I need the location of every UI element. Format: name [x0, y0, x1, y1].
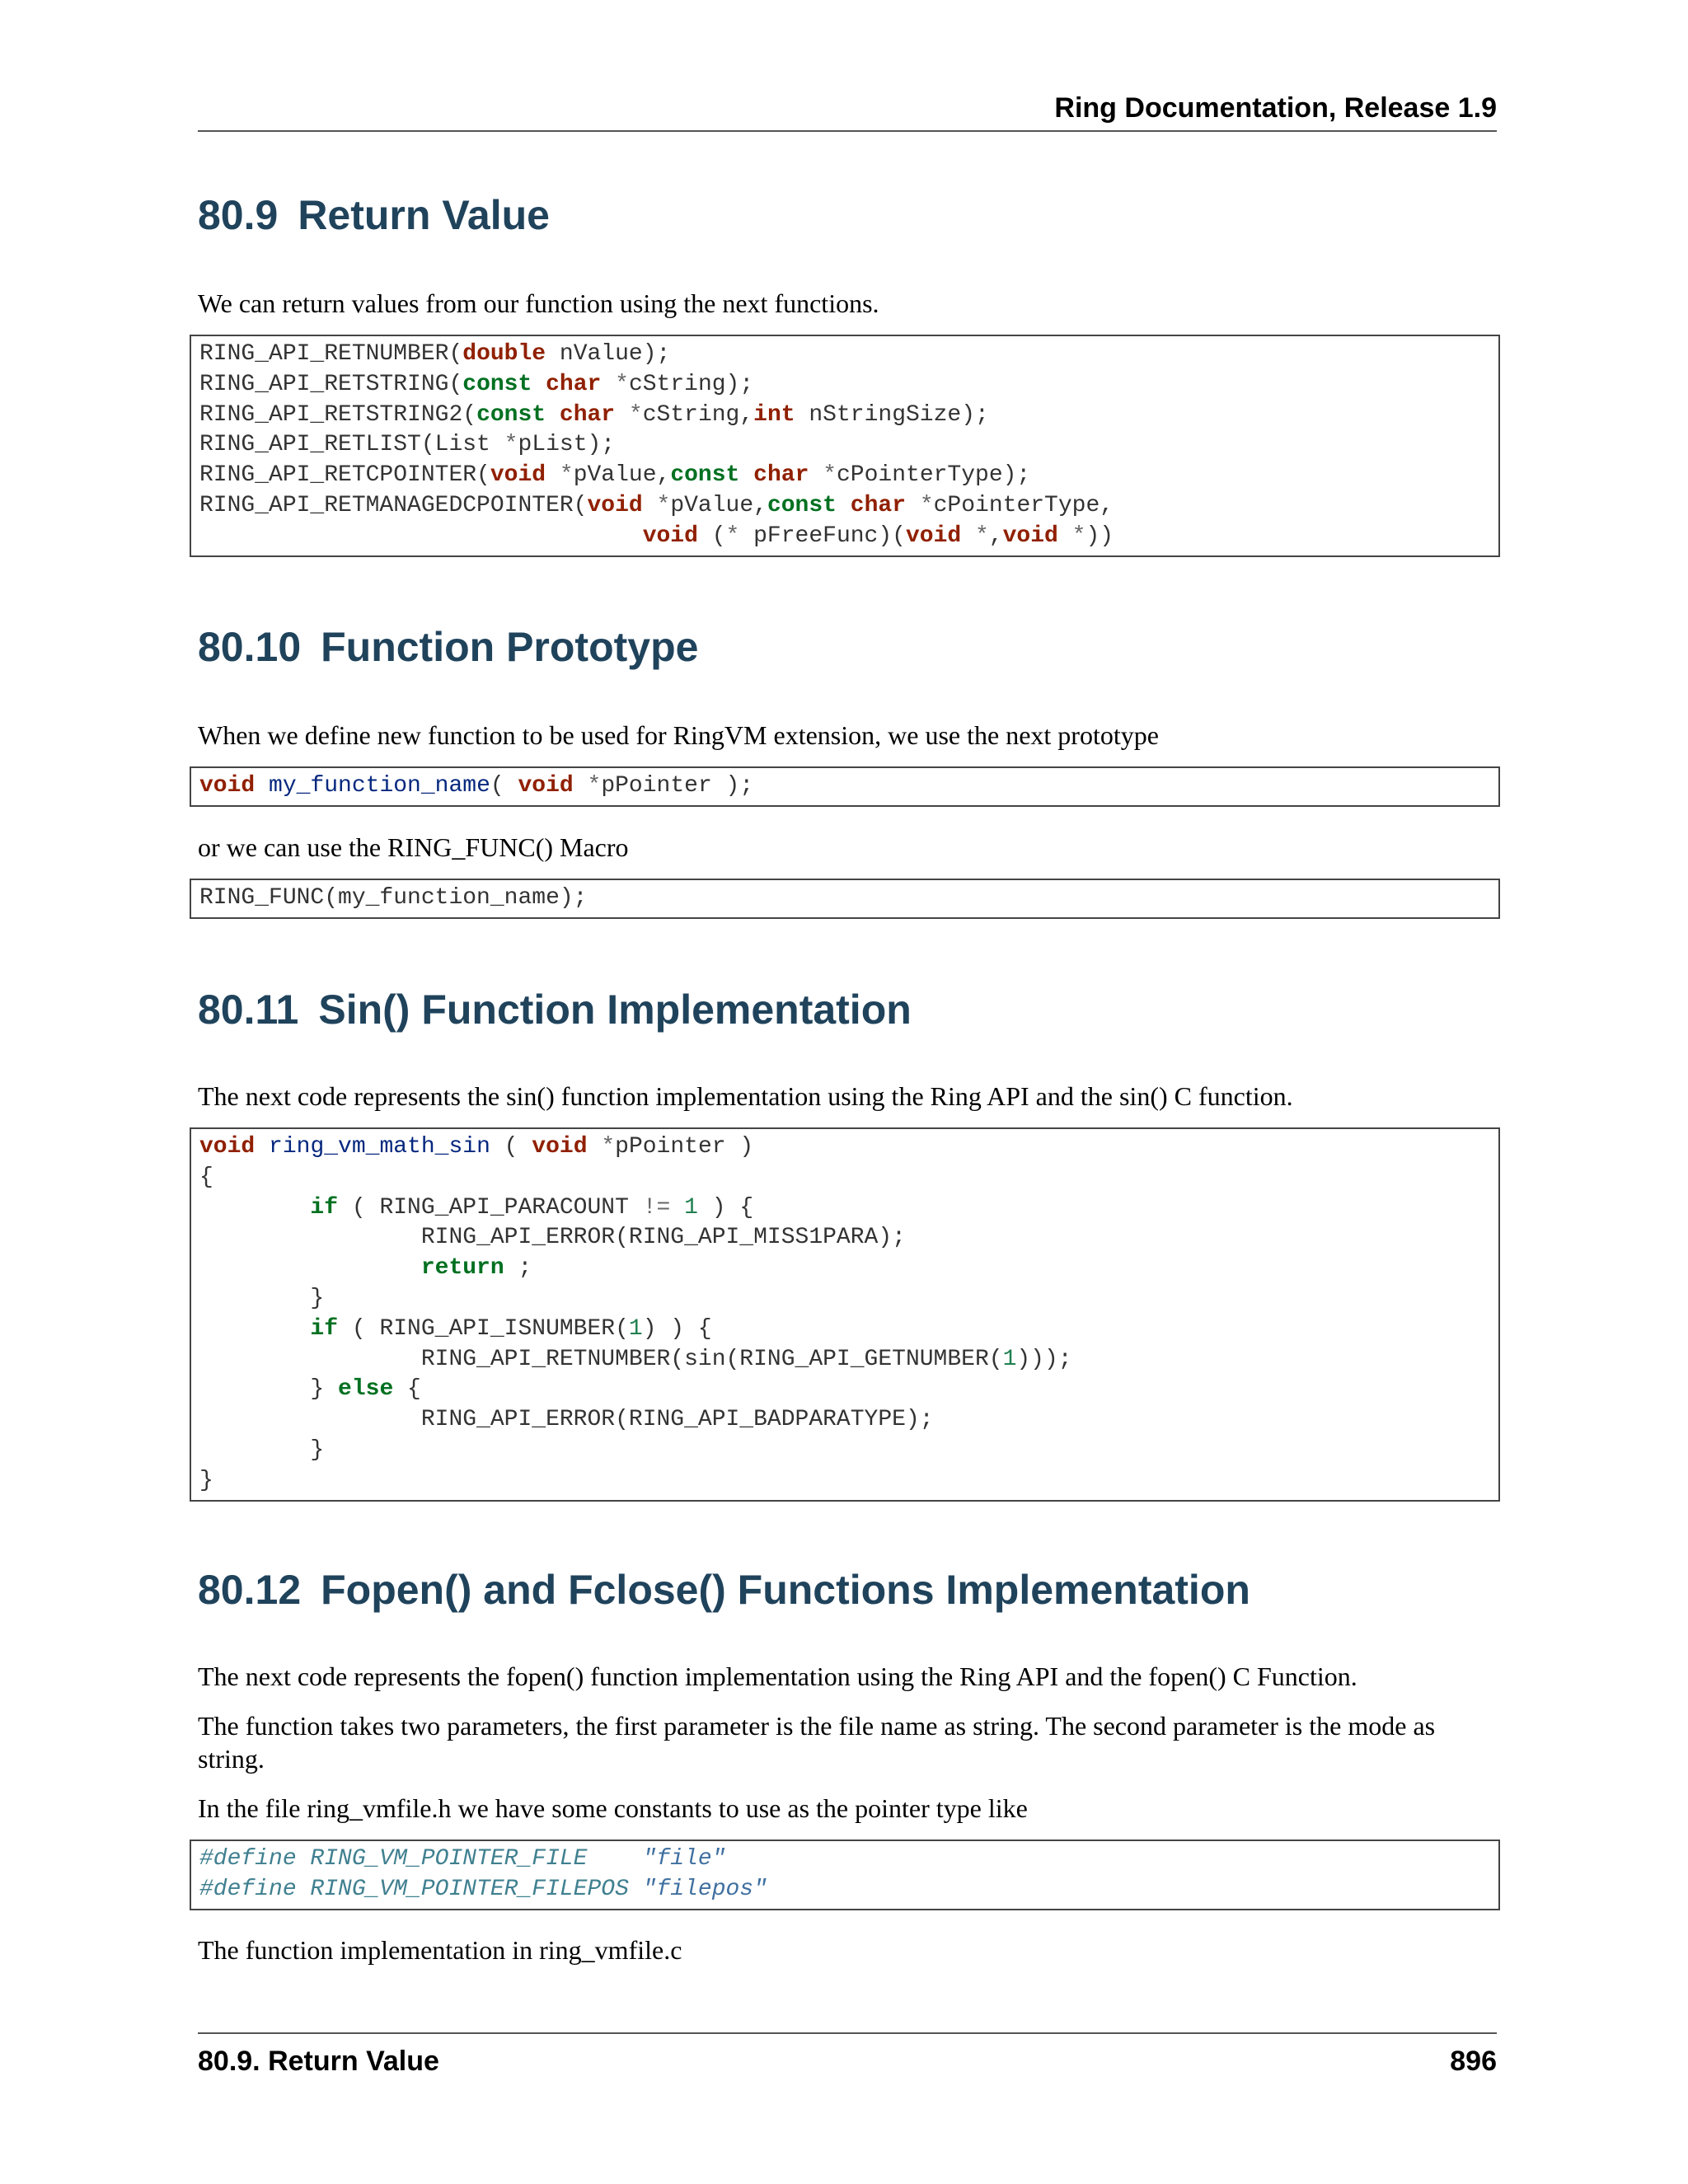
- keyword: if: [310, 1315, 339, 1342]
- operator: *: [615, 371, 629, 397]
- type-keyword: void: [490, 462, 546, 489]
- paragraph: The function implementation in ring_vmfile.c: [198, 1935, 682, 1965]
- code-text: [574, 773, 588, 799]
- code-line: [199, 493, 1114, 518]
- keyword: const: [670, 462, 740, 489]
- code-text: ( RING_API_ISNUMBER(: [338, 1315, 629, 1342]
- paragraph: We can return values from our function using the next functions.: [198, 288, 879, 318]
- code-text: RING_API_RETMANAGEDCPOINTER(: [199, 492, 588, 518]
- code-line: [199, 1134, 753, 1160]
- code-text: pValue,: [670, 492, 767, 518]
- code-text: [643, 493, 657, 518]
- section-number: 80.9: [198, 192, 279, 238]
- code-line: [199, 1165, 213, 1190]
- code-line: [199, 1225, 906, 1250]
- operator: *: [504, 432, 518, 458]
- code-text: [199, 1316, 310, 1342]
- code-text: nStringSize);: [795, 401, 989, 428]
- code-text: [532, 372, 546, 397]
- code-text: pValue,: [573, 462, 671, 489]
- section-title: Fopen() and Fclose() Functions Implementation: [321, 1567, 1250, 1613]
- preprocessor-directive: #define RING_VM_POINTER_FILE: [199, 1846, 643, 1872]
- code-text: RING_API_RETNUMBER(: [199, 341, 463, 367]
- code-line: [199, 773, 753, 799]
- type-keyword: char: [753, 462, 809, 489]
- code-text: nValue);: [546, 341, 671, 367]
- code-text: (: [697, 523, 726, 549]
- keyword: const: [462, 371, 532, 397]
- page-number: 896: [1450, 2046, 1497, 2077]
- code-text: ) {: [697, 1194, 754, 1221]
- code-block-ring-func-macro: [190, 879, 1500, 919]
- code-text: [809, 462, 823, 488]
- keyword: const: [476, 401, 546, 428]
- keyword: if: [310, 1194, 339, 1221]
- code-text: }: [199, 1467, 213, 1493]
- type-keyword: int: [753, 401, 795, 428]
- operator: *: [559, 462, 574, 489]
- code-text: cPointerType,: [933, 492, 1114, 518]
- number-literal: 1: [628, 1315, 643, 1342]
- type-keyword: char: [546, 371, 602, 397]
- number-literal: 1: [684, 1194, 698, 1221]
- code-line: [199, 1347, 1072, 1372]
- code-text: RING_API_RETLIST(List: [199, 432, 504, 458]
- code-text: [199, 523, 643, 549]
- paragraph: When we define new function to be used for RingVM extension, we use the next prototype: [198, 720, 1159, 750]
- code-text: RING_FUNC(my_function_name);: [199, 885, 588, 911]
- code-text: (: [490, 1134, 532, 1160]
- code-text: [199, 1195, 310, 1221]
- code-text: RING_API_RETSTRING(: [199, 371, 463, 397]
- section-number: 80.10: [198, 624, 302, 670]
- operator: *: [656, 492, 671, 518]
- code-text: [837, 493, 851, 518]
- paragraph: The next code represents the fopen() function implementation using the Ring API and the fopen() C Function.: [198, 1661, 1357, 1691]
- operator: *: [975, 523, 989, 549]
- code-text: RING_API_RETSTRING2(: [199, 401, 477, 428]
- code-text: [199, 1255, 421, 1281]
- type-keyword: void: [587, 492, 643, 518]
- section-title: Function Prototype: [321, 624, 699, 670]
- code-text: {: [199, 1164, 213, 1190]
- string-literal: "filepos": [642, 1876, 767, 1902]
- code-text: {: [393, 1376, 421, 1403]
- code-line: [199, 1286, 324, 1311]
- code-line: [199, 372, 753, 397]
- code-text: cPointerType);: [837, 462, 1031, 489]
- operator: *: [823, 462, 837, 489]
- code-text: [255, 773, 269, 799]
- operator: !=: [642, 1194, 671, 1221]
- footer-section-title: 80.9. Return Value: [198, 2046, 439, 2077]
- type-keyword: void: [642, 523, 698, 549]
- code-text: pList);: [518, 432, 616, 458]
- code-text: pFreeFunc)(: [739, 523, 906, 549]
- code-text: RING_API_RETCPOINTER(: [199, 462, 490, 489]
- number-literal: 1: [1002, 1346, 1017, 1372]
- function-name: ring_vm_math_sin: [269, 1134, 490, 1160]
- code-text: ) ) {: [642, 1315, 712, 1342]
- operator: *: [587, 773, 602, 799]
- code-text: (: [490, 773, 518, 799]
- code-text: RING_API_ERROR(RING_API_MISS1PARA);: [199, 1225, 906, 1251]
- code-line: [199, 1316, 712, 1342]
- page-footer: [198, 2032, 1497, 2083]
- code-block-return-functions: [190, 335, 1500, 557]
- code-text: [601, 372, 615, 397]
- code-text: [546, 462, 560, 488]
- paragraph: In the file ring_vmfile.h we have some constants to use as the pointer type like: [198, 1793, 1028, 1823]
- section-heading-fopen-fclose: [198, 1566, 1250, 1614]
- code-block-prototype: [190, 766, 1500, 807]
- code-text: [961, 523, 975, 549]
- type-keyword: void: [199, 1134, 256, 1160]
- operator: *: [919, 492, 934, 518]
- section-number: 80.12: [198, 1567, 302, 1613]
- paragraph: The function takes two parameters, the first parameter is the file name as string. The second parameter is the mode as string.: [198, 1711, 1436, 1774]
- code-text: [255, 1134, 269, 1160]
- code-text: }: [199, 1376, 339, 1403]
- code-line: [199, 402, 989, 428]
- code-line: [199, 1255, 532, 1281]
- code-line: [199, 462, 1030, 488]
- header-title: Ring Documentation, Release 1.9: [1054, 92, 1497, 124]
- code-line: [199, 1195, 753, 1221]
- operator: *: [1071, 523, 1086, 549]
- section-number: 80.11: [198, 987, 299, 1033]
- type-keyword: char: [850, 492, 906, 518]
- code-text: [739, 462, 753, 488]
- code-text: [588, 1134, 602, 1160]
- code-line: [199, 1376, 421, 1402]
- code-line: [199, 1407, 934, 1432]
- code-text: [615, 402, 629, 428]
- code-text: ;: [504, 1255, 532, 1282]
- code-text: )): [1085, 523, 1114, 549]
- string-literal: "file": [642, 1846, 726, 1872]
- keyword: return: [420, 1255, 504, 1282]
- type-keyword: void: [532, 1134, 588, 1160]
- code-text: }: [199, 1436, 325, 1463]
- code-line: [199, 1877, 767, 1902]
- section-heading-return-value: [198, 191, 550, 239]
- code-line: [199, 341, 670, 367]
- type-keyword: void: [518, 773, 574, 799]
- section-heading-function-prototype: [198, 623, 698, 671]
- code-text: ,: [988, 523, 1003, 549]
- code-text: ( RING_API_PARACOUNT: [338, 1194, 643, 1221]
- keyword: const: [767, 492, 837, 518]
- code-line: [199, 432, 615, 457]
- type-keyword: void: [905, 523, 962, 549]
- code-line: [199, 523, 1114, 549]
- code-text: cString);: [628, 371, 754, 397]
- code-text: [546, 402, 560, 428]
- code-text: RING_API_RETNUMBER(sin(RING_API_GETNUMBER(: [199, 1346, 1003, 1372]
- section-heading-sin-implementation: [198, 986, 912, 1033]
- code-text: }: [199, 1285, 325, 1311]
- code-text: [670, 1195, 684, 1221]
- code-text: pPointer ): [615, 1134, 754, 1160]
- code-text: RING_API_ERROR(RING_API_BADPARATYPE);: [199, 1407, 934, 1433]
- preprocessor-directive: #define RING_VM_POINTER_FILEPOS: [199, 1876, 643, 1902]
- code-line: [199, 1468, 213, 1493]
- section-title: Sin() Function Implementation: [318, 987, 912, 1033]
- operator: *: [601, 1134, 616, 1160]
- operator: *: [628, 401, 643, 428]
- code-block-sin-function: [190, 1127, 1500, 1502]
- code-text: )));: [1016, 1346, 1072, 1372]
- code-block-pointer-defines: [190, 1840, 1500, 1910]
- paragraph: The next code represents the sin() function implementation using the Ring API and the sin() C function.: [198, 1081, 1293, 1111]
- function-name: my_function_name: [269, 773, 490, 799]
- keyword: else: [338, 1376, 394, 1403]
- code-text: pPointer );: [601, 773, 754, 799]
- code-text: [906, 493, 920, 518]
- type-keyword: void: [1002, 523, 1058, 549]
- code-text: cString,: [642, 401, 754, 428]
- type-keyword: void: [199, 773, 256, 799]
- section-title: Return Value: [298, 192, 550, 238]
- operator: *: [725, 523, 740, 549]
- type-keyword: char: [559, 401, 616, 428]
- code-line: [199, 1437, 324, 1463]
- code-line: [199, 885, 587, 911]
- paragraph: or we can use the RING_FUNC() Macro: [198, 832, 629, 862]
- code-text: [1058, 523, 1072, 549]
- type-keyword: double: [462, 341, 546, 367]
- page-header: [198, 92, 1497, 132]
- code-line: [199, 1846, 726, 1872]
